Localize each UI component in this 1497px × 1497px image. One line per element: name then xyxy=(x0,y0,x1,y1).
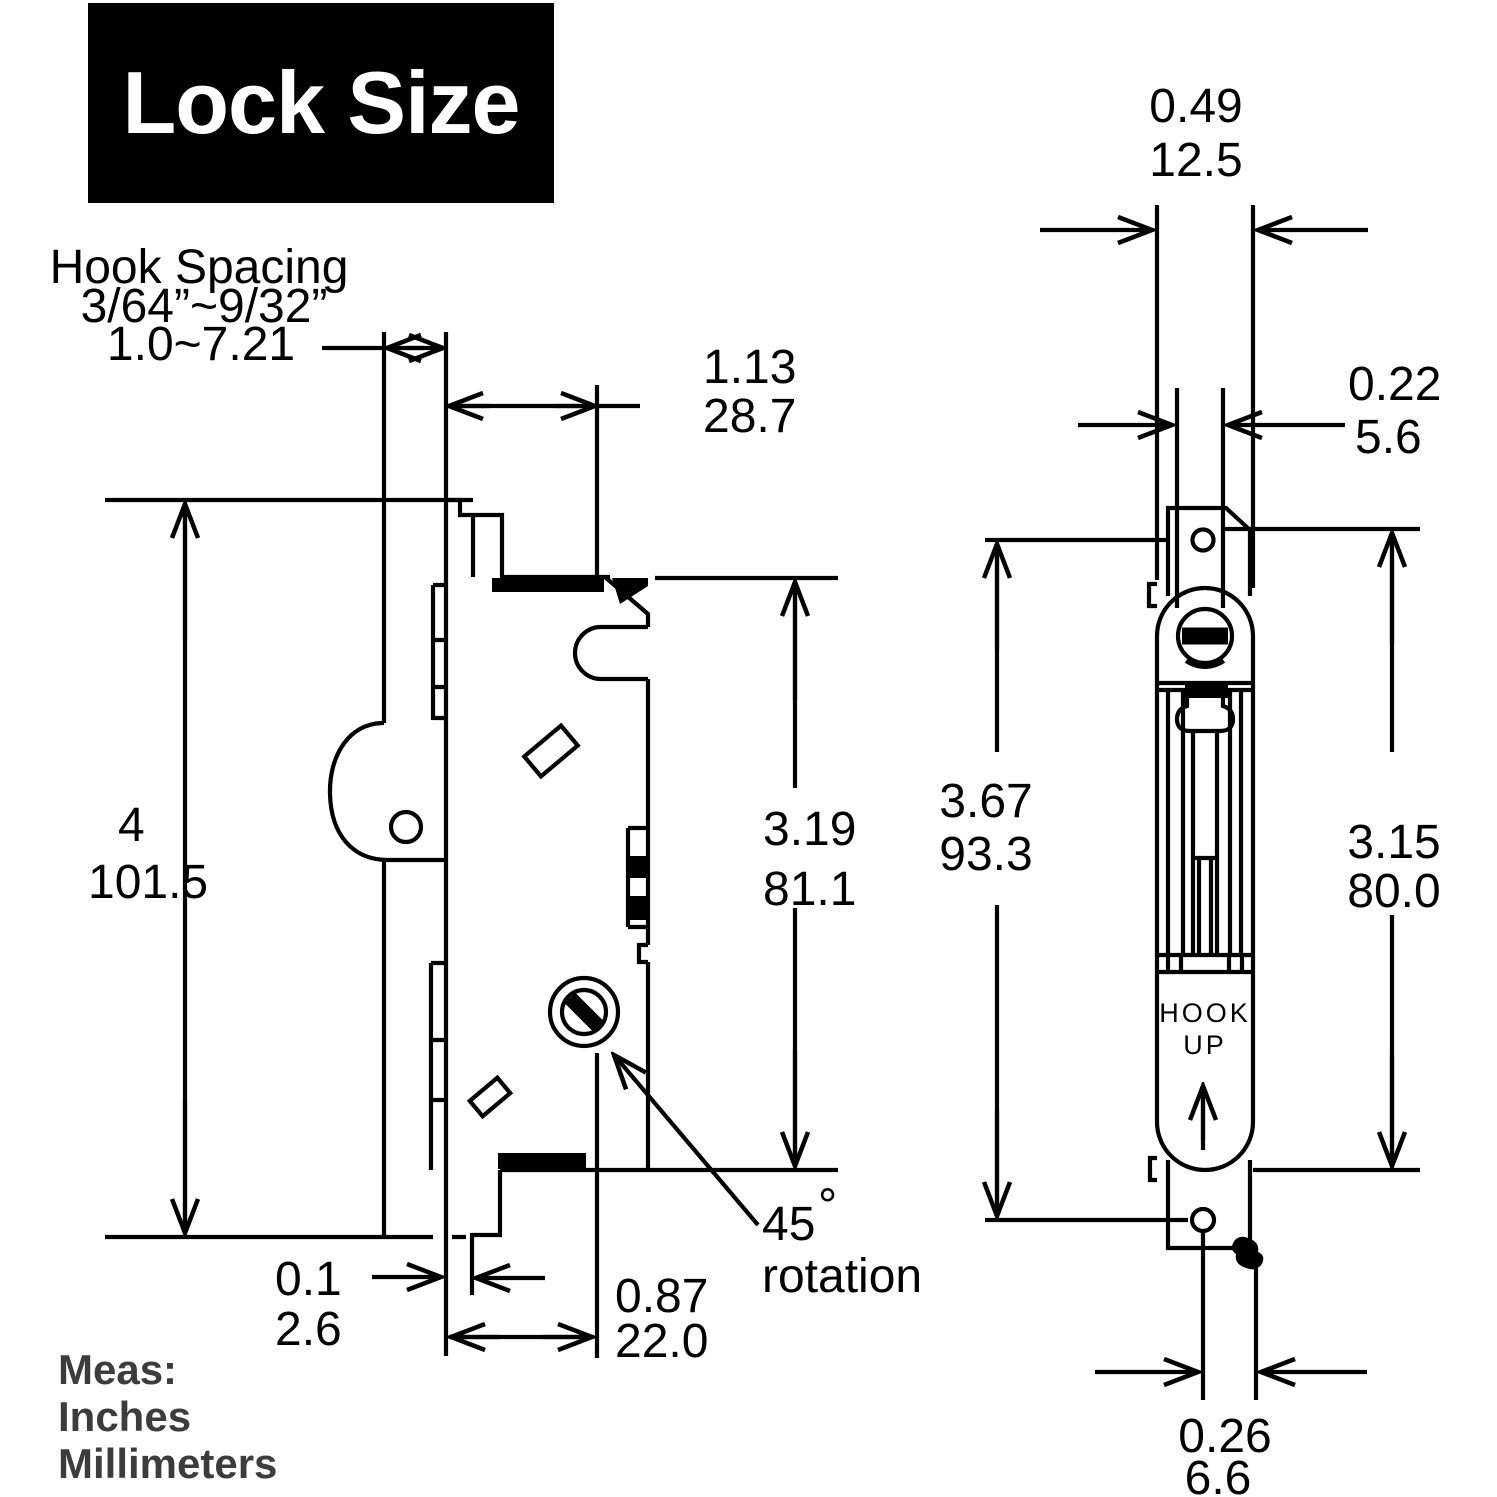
hook-up-label-line1: HOOK xyxy=(1159,998,1251,1028)
hook-up-label-line2: UP xyxy=(1183,1030,1227,1060)
bottom-width-mm: 6.6 xyxy=(1184,1452,1252,1497)
slot-width-inches: 0.22 xyxy=(1348,358,1442,411)
plate-height-mm: 80.0 xyxy=(1347,865,1441,918)
hatch-bottom-rails xyxy=(1157,955,1253,972)
case-top-band xyxy=(492,578,604,592)
hook-spacing-mm: 1.0~7.21 xyxy=(106,318,296,371)
bottom-screw-hole xyxy=(1192,1209,1214,1231)
case-height-mm: 81.1 xyxy=(763,863,857,916)
hook-pivot-hole xyxy=(391,812,421,842)
top-mount-tab xyxy=(1168,508,1250,596)
lip-inches: 0.1 xyxy=(275,1253,342,1306)
slot-width-mm: 5.6 xyxy=(1355,411,1422,464)
bottom-width-inches: 0.26 xyxy=(1178,1410,1272,1463)
front-view-drawing xyxy=(939,80,1441,1497)
faceplate-top-ear xyxy=(1149,584,1157,606)
latch-bolt-band-lower xyxy=(628,896,648,920)
meas-unit-inches: Inches xyxy=(58,1393,192,1440)
backset-inches: 0.87 xyxy=(615,1270,709,1323)
hook-spacing-label: Hook Spacing xyxy=(49,241,349,294)
height-inches: 4 xyxy=(118,799,145,852)
rotation-label: rotation xyxy=(762,1250,923,1303)
spindle-collar xyxy=(1177,698,1233,731)
case-detail-slot-upper xyxy=(524,726,577,777)
height-mm: 101.5 xyxy=(88,856,209,909)
top-screw-hole xyxy=(1193,530,1214,551)
meas-label: Meas: xyxy=(58,1346,178,1393)
screw-spacing-mm: 93.3 xyxy=(939,828,1033,881)
hook-bolt-outline xyxy=(330,723,446,860)
plate-height-inches: 3.15 xyxy=(1347,816,1441,869)
latch-bolt-band-upper xyxy=(628,856,648,878)
case-width-inches: 1.13 xyxy=(703,341,797,394)
lock-case-outline xyxy=(446,500,648,1295)
outer-width-mm: 12.5 xyxy=(1149,134,1243,187)
backset-mm: 22.0 xyxy=(615,1315,709,1368)
side-view-drawing xyxy=(50,241,923,1368)
case-height-inches: 3.19 xyxy=(763,803,857,856)
corner-blob-mark xyxy=(1232,1237,1263,1270)
screw-spacing-inches: 3.67 xyxy=(939,775,1033,828)
lip-mm: 2.6 xyxy=(275,1303,342,1356)
faceplate-body xyxy=(1157,588,1253,1170)
screw-slot xyxy=(570,998,598,1026)
rotation-angle: 45 xyxy=(762,1198,816,1251)
hook-spacing-inches: 3/64”~9/32” xyxy=(80,280,328,333)
outer-width-inches: 0.49 xyxy=(1149,80,1243,133)
case-detail-slot-lower xyxy=(470,1078,510,1116)
case-width-mm: 28.7 xyxy=(703,390,797,443)
plate-center-band xyxy=(1185,683,1228,698)
bottom-mount-tab xyxy=(1168,1160,1250,1248)
rotation-leader-arrow xyxy=(614,1055,758,1225)
case-bottom-band xyxy=(498,1153,586,1169)
faceplate-bottom-ear xyxy=(1150,1158,1157,1180)
lower-mount-strip xyxy=(431,963,446,1170)
meas-unit-mm: Millimeters xyxy=(58,1440,278,1487)
rotation-degree-symbol: ° xyxy=(818,1180,838,1233)
page-title: Lock Size xyxy=(122,53,520,152)
